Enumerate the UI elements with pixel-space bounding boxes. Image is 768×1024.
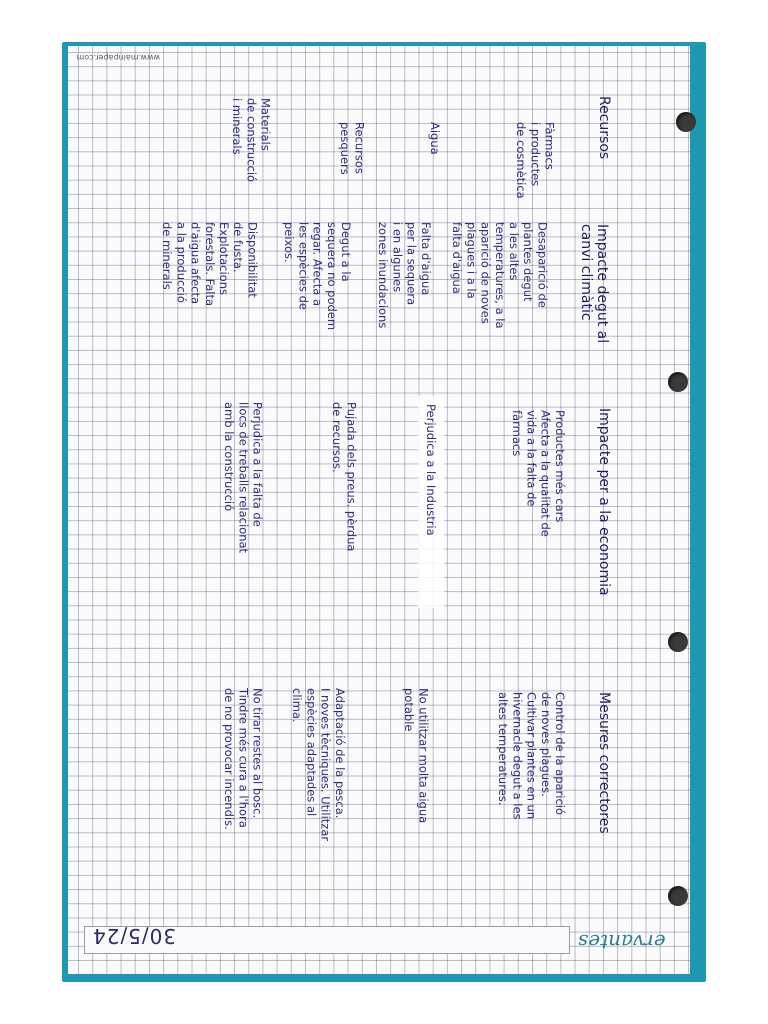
binder-hole [676, 112, 696, 132]
cell-recurs: Materials de construcció i minerals [230, 98, 273, 183]
brand-logo: ervantes [578, 930, 666, 954]
cell-impacte: Disponibilitat de fusta. Explotacions forestals. Falta d'aigua afecta a la producció de minerals [160, 222, 260, 307]
cell-economia: Pujada dels preus. pèrdua de recursos. [330, 402, 359, 552]
cell-mesures: Control de la aparició de noves plagues. Cultivar plantes en un hivernacle degut a les altes temperatures. [496, 692, 568, 820]
header-impacte-economia: Impacte per a la economia [596, 408, 612, 596]
handwritten-date: 30/5/24 [92, 924, 177, 948]
cell-recurs: Fàrmacs i productes de cosmètica [514, 122, 557, 199]
header-recursos: Recursos [596, 96, 612, 160]
cell-impacte: Falta d'aigua per la sequera i en algunes zones inundacions [376, 222, 433, 329]
header-mesures: Mesures correctores [596, 692, 612, 834]
cell-economia: Perjudica a la Industria [424, 404, 439, 536]
cell-impacte: Desaparició de plantes degut a les altes temperatures, a la aparició de noves plagues i a la falta d'aigua [450, 222, 550, 329]
cell-recurs: Recursos pesquers [338, 122, 367, 175]
binder-hole [668, 632, 688, 652]
cell-mesures: No utilitzar molta aigua potable [402, 688, 431, 824]
binder-hole [668, 886, 688, 906]
brand-url: www.mainpaper.com [76, 53, 160, 62]
cell-recurs: Aigua [428, 122, 443, 155]
cell-economia: Perjudica a la falta de llocs de treballs relacionat amb la construcció [222, 402, 265, 554]
header-impacte-climatic: Impacte degut al canvi climàtic [578, 224, 610, 344]
cell-mesures: Adaptació de la pesca. I noves tècniques. Utilitzar espècies adaptades al clima. [290, 688, 347, 842]
cell-mesures: No tirar restes al bosc. Tindre més cura a l'hora de no provocar incendis. [222, 688, 265, 830]
cell-impacte: Degut a la sequera no podem regar. Afecta a les espècies de peixos. [282, 222, 354, 331]
cell-economia: Productes més cars Afecta a la qualitat de vida a la falta de fàrmacs [510, 410, 567, 537]
binder-hole [668, 372, 688, 392]
